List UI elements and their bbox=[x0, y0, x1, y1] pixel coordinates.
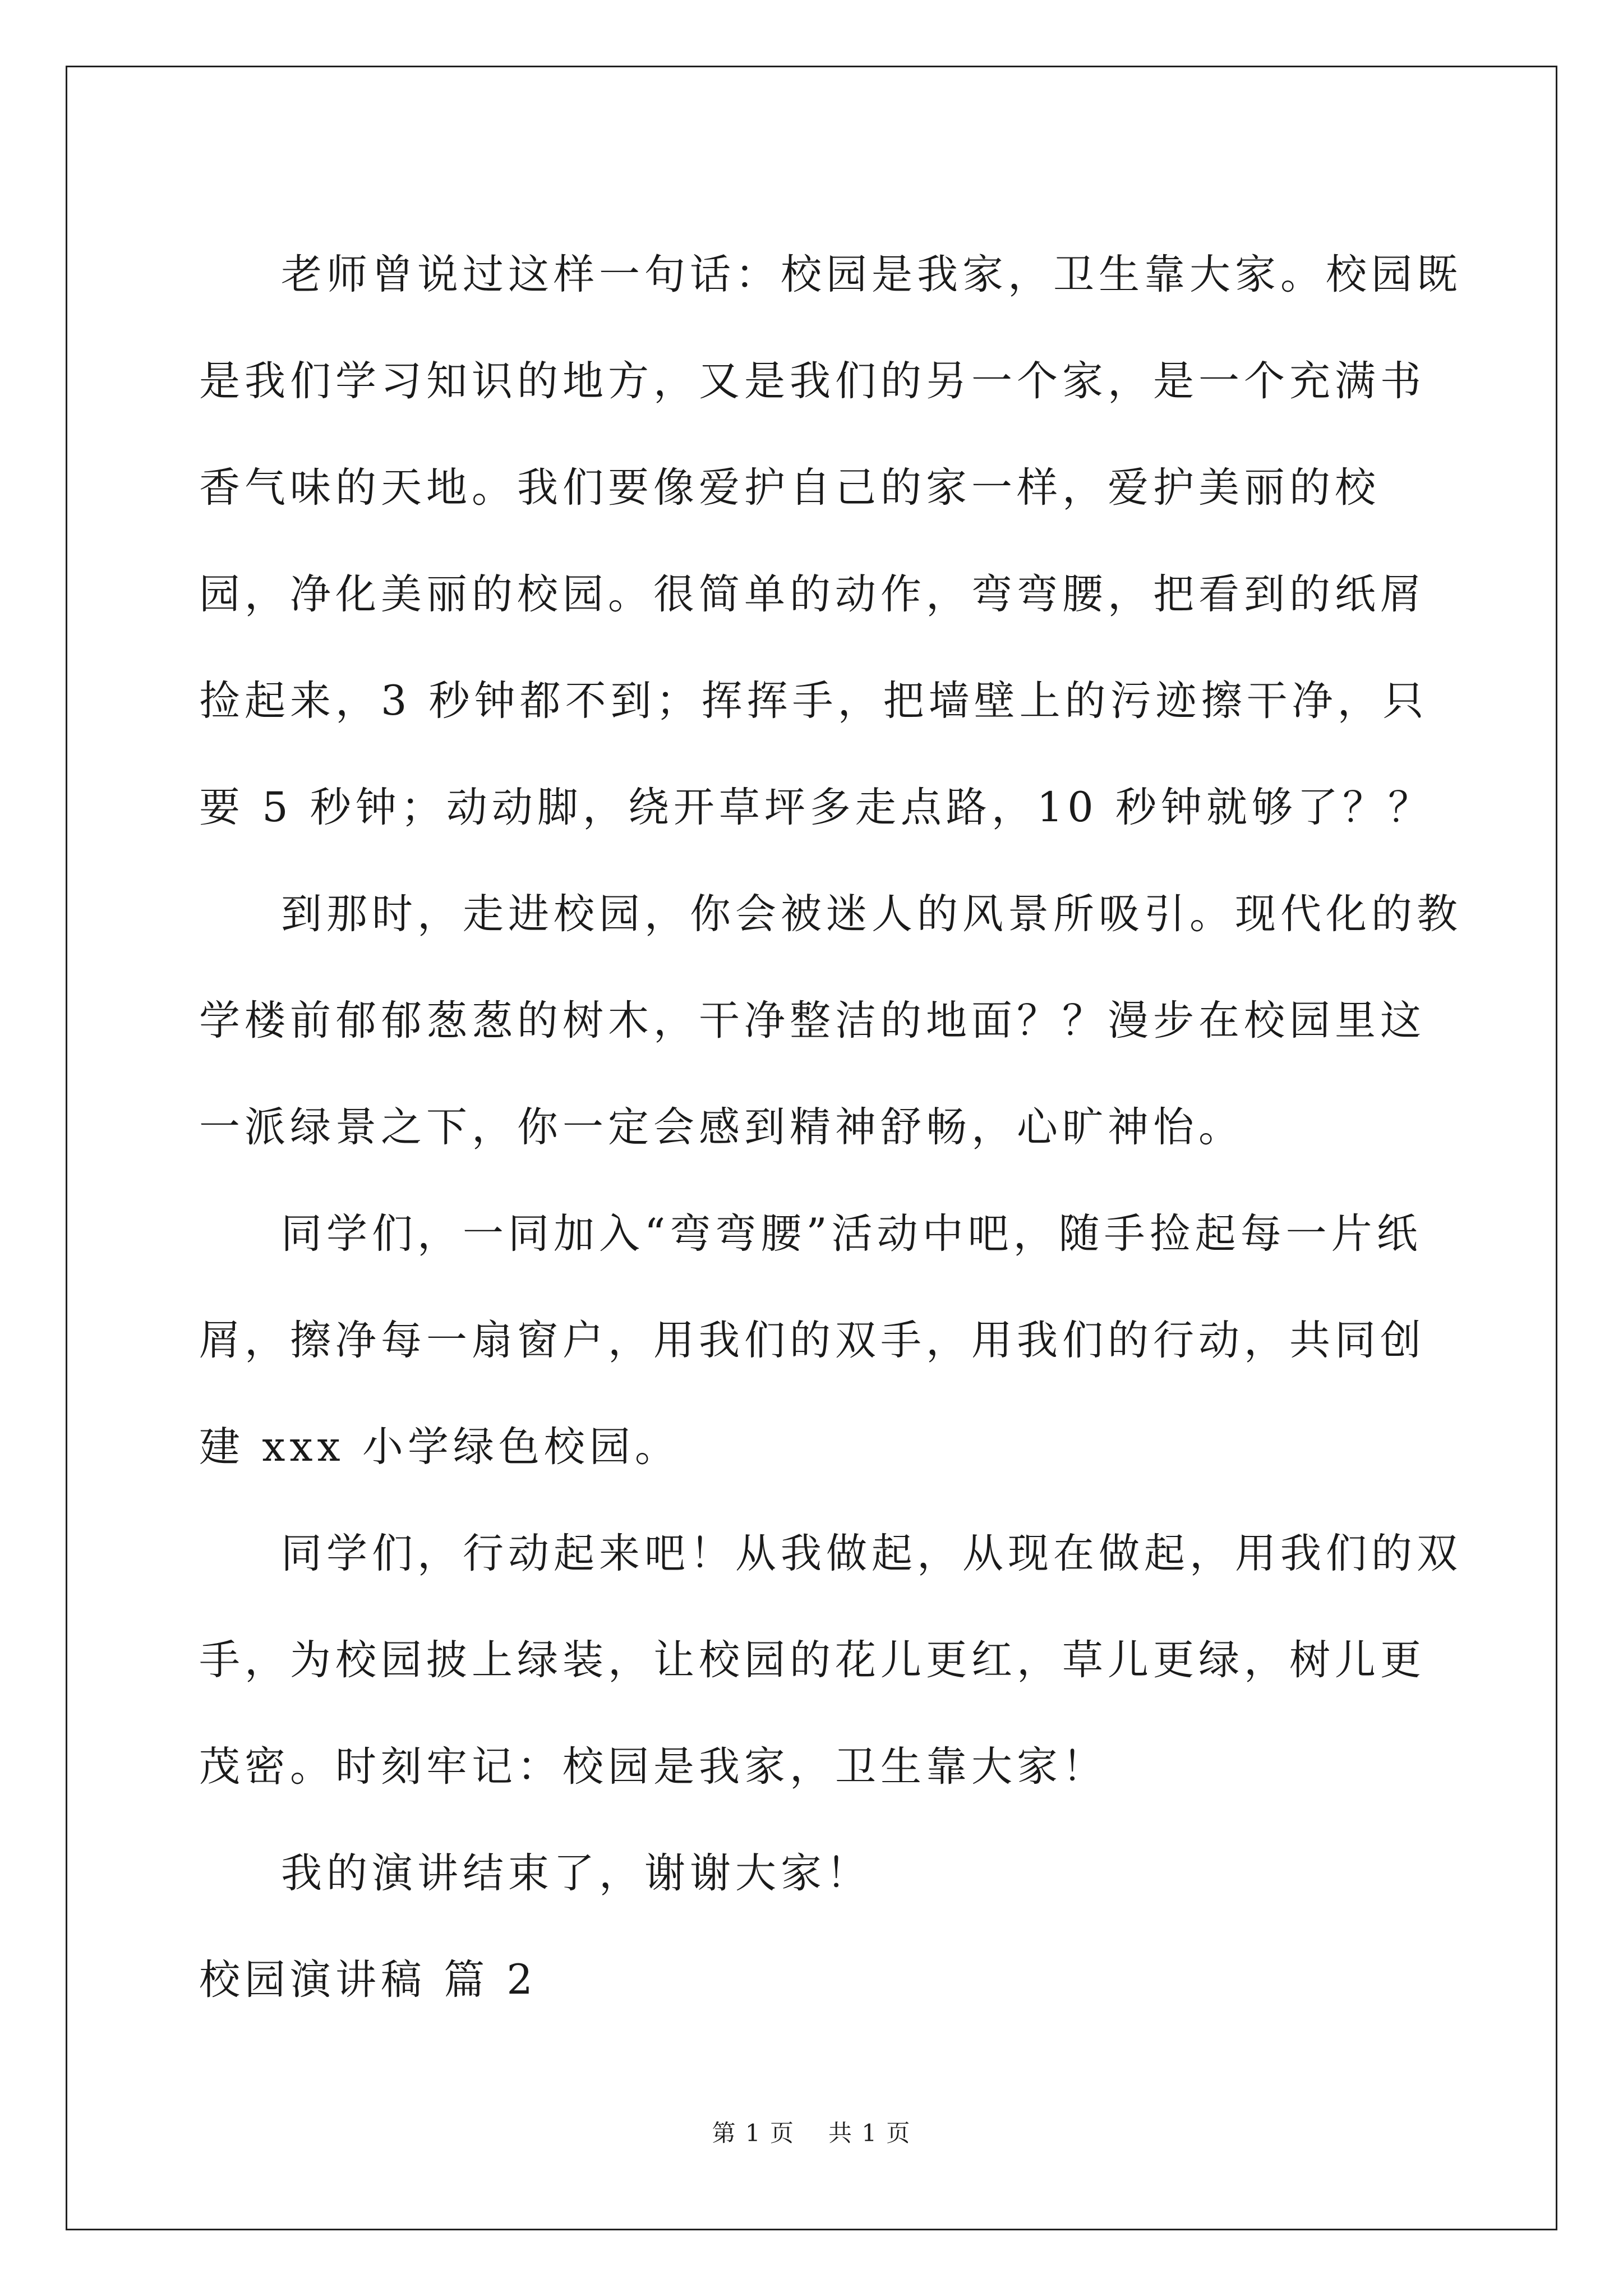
page-total: 共 1 页 bbox=[828, 2119, 911, 2147]
document-body bbox=[199, 222, 1467, 2033]
paragraph-2: 到那时，走进校园，你会被迷人的风景所吸引。现代化的教学楼前郁郁葱葱的树木，干净整洁的地面？？漫步在校园里这一派绿景之下，你一定会感到精神舒畅，心旷神怡。 bbox=[199, 890, 1462, 1151]
section-title: 校园演讲稿 篇 2 bbox=[199, 1956, 537, 2004]
page-number: 第 1 页 bbox=[712, 2119, 795, 2147]
paragraph-1: 老师曾说过这样一句话：校园是我家，卫生靠大家。校园既是我们学习知识的地方，又是我们的另一个家，是一个充满书香气味的天地。我们要像爱护自己的家一样，爱护美丽的校园，净化美丽的校园。很简单的动作，弯弯腰，把看到的纸屑捡起来，3 秒钟都不到；挥挥手，把墙壁上的污迹擦干净，只要 5 秒钟；动动脚，绕开草坪多走点路，10 秒钟就够了？？ bbox=[199, 251, 1462, 831]
paragraph-3: 同学们，一同加入“弯弯腰”活动中吧，随手捡起每一片纸屑，擦净每一扇窗户，用我们的双手，用我们的行动，共同创建 xxx 小学绿色校园。 bbox=[199, 1210, 1426, 1471]
paragraph-5: 我的演讲结束了，谢谢大家！ bbox=[281, 1849, 872, 1897]
page-footer bbox=[0, 2115, 1623, 2148]
paragraph-4: 同学们，行动起来吧！从我做起，从现在做起，用我们的双手，为校园披上绿装，让校园的花儿更红，草儿更绿，树儿更茂密。时刻牢记：校园是我家，卫生靠大家！ bbox=[199, 1530, 1462, 1791]
